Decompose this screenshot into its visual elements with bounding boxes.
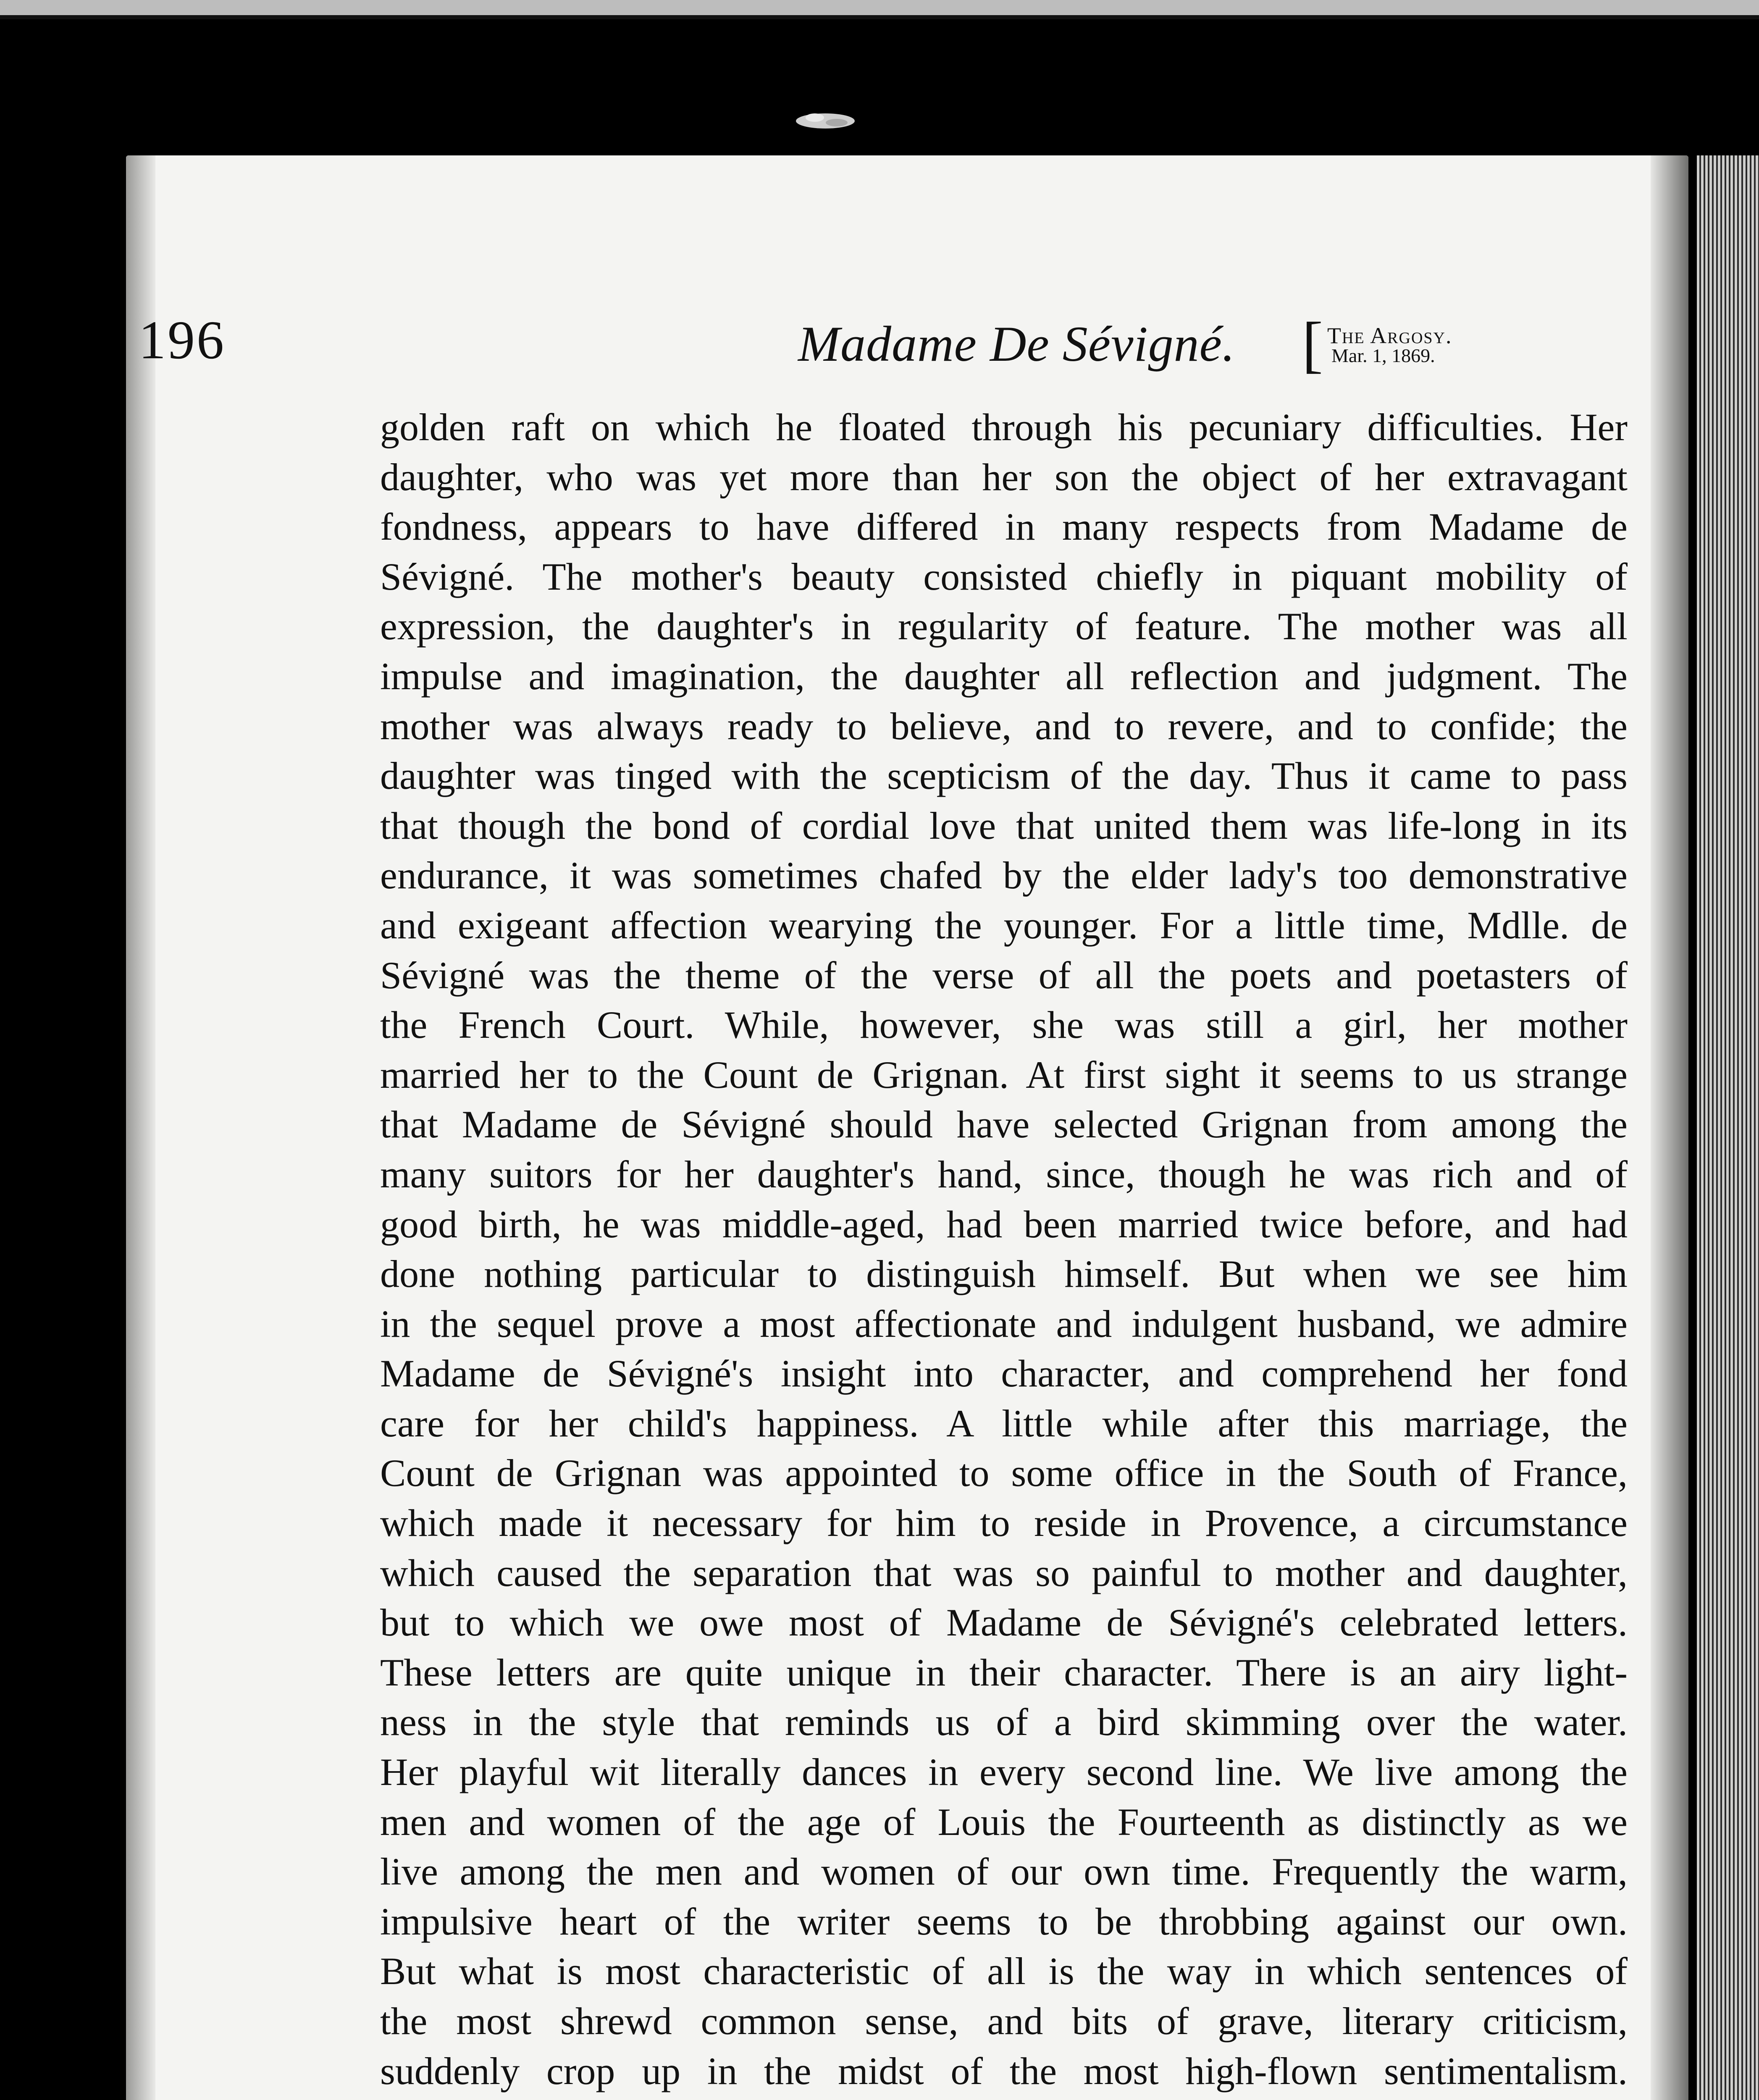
text-line: that though the bond of cordial love that united them was life-long in its	[380, 804, 1628, 847]
text-line: men and women of the age of Louis the Fourteenth as distinctly as we	[380, 1800, 1628, 1843]
text-line: fondness, appears to have differed in many respects from Madame de	[380, 505, 1628, 549]
text-line: in the sequel prove a most affectionate and indulgent husband, we admire	[380, 1302, 1628, 1345]
text-line: mother was always ready to believe, and to revere, and to confide; the	[380, 704, 1628, 748]
journal-date: Mar. 1, 1869.	[1331, 345, 1435, 366]
text-line: and exigeant affection wearying the younger. For a little time, Mdlle. de	[380, 903, 1628, 947]
text-line: suddenly crop up in the midst of the most high-flown sentimentalism.	[380, 2049, 1628, 2092]
text-line: Sévigné was the theme of the verse of all the poets and poetasters of	[380, 953, 1628, 997]
text-line: that Madame de Sévigné should have selected Grignan from among the	[380, 1103, 1628, 1146]
page-right-shadow	[1651, 155, 1688, 2100]
text-line: expression, the daughter's in regularity of feature. The mother was all	[380, 605, 1628, 648]
text-line: daughter was tinged with the scepticism of the day. Thus it came to pass	[380, 754, 1628, 798]
page-number: 196	[139, 310, 226, 370]
text-line: Count de Grignan was appointed to some office in the South of France,	[380, 1452, 1628, 1495]
text-line	[380, 2096, 1628, 2100]
text-line: many suitors for her daughter's hand, since, though he was rich and of	[380, 1152, 1628, 1196]
text-line: which made it necessary for him to reside in Provence, a circumstance	[380, 1502, 1628, 1545]
body-text	[380, 402, 1628, 2100]
text-line: married her to the Count de Grignan. At first sight it seems to us strange	[380, 1053, 1628, 1096]
text-line: the most shrewd common sense, and bits of grave, literary criticism,	[380, 2000, 1628, 2042]
dust-speck-icon	[790, 105, 861, 134]
text-line: impulsive heart of the writer seems to be throbbing against our own.	[380, 1900, 1628, 1943]
text-line: live among the men and women of our own time. Frequently the warm,	[380, 1850, 1628, 1893]
header-bracket: [	[1302, 310, 1323, 379]
running-title: Madame De Sévigné.	[798, 316, 1235, 372]
text-line: golden raft on which he floated through his pecuniary difficulties. Her	[380, 406, 1628, 449]
text-line: impulse and imagination, the daughter all reflection and judgment. The	[380, 654, 1628, 698]
text-line: Her playful wit literally dances in every second line. We live among the	[380, 1751, 1628, 1794]
journal-name: The Argosy.	[1327, 323, 1452, 348]
text-line: but to which we owe most of Madame de Sévigné's celebrated letters.	[380, 1601, 1628, 1644]
text-line: good birth, he was middle-aged, had been married twice before, and had	[380, 1202, 1628, 1246]
text-line: endurance, it was sometimes chafed by the elder lady's too demonstrative	[380, 854, 1628, 897]
text-line: done nothing particular to distinguish himself. But when we see him	[380, 1252, 1628, 1296]
text-line: These letters are quite unique in their character. There is an airy light-	[380, 1651, 1628, 1694]
text-line: daughter, who was yet more than her son the object of her extravagant	[380, 455, 1628, 499]
text-line: care for her child's happiness. A little while after this marriage, the	[380, 1402, 1628, 1445]
text-line: But what is most characteristic of all is the way in which sentences of	[380, 1950, 1628, 1993]
text-line: Sévigné. The mother's beauty consisted chiefly in piquant mobility of	[380, 555, 1628, 598]
page-gutter-shadow	[126, 155, 155, 2100]
text-line: the French Court. While, however, she was still a girl, her mother	[380, 1003, 1628, 1047]
scan-top-edge	[0, 0, 1759, 15]
text-line: Madame de Sévigné's insight into character, and comprehend her fond	[380, 1352, 1628, 1395]
scan-top-edge-shadow	[0, 15, 1759, 19]
adjacent-page-edges	[1697, 155, 1759, 2100]
text-line: ness in the style that reminds us of a bird skimming over the water.	[380, 1701, 1628, 1744]
text-line: which caused the separation that was so painful to mother and daughter,	[380, 1551, 1628, 1594]
